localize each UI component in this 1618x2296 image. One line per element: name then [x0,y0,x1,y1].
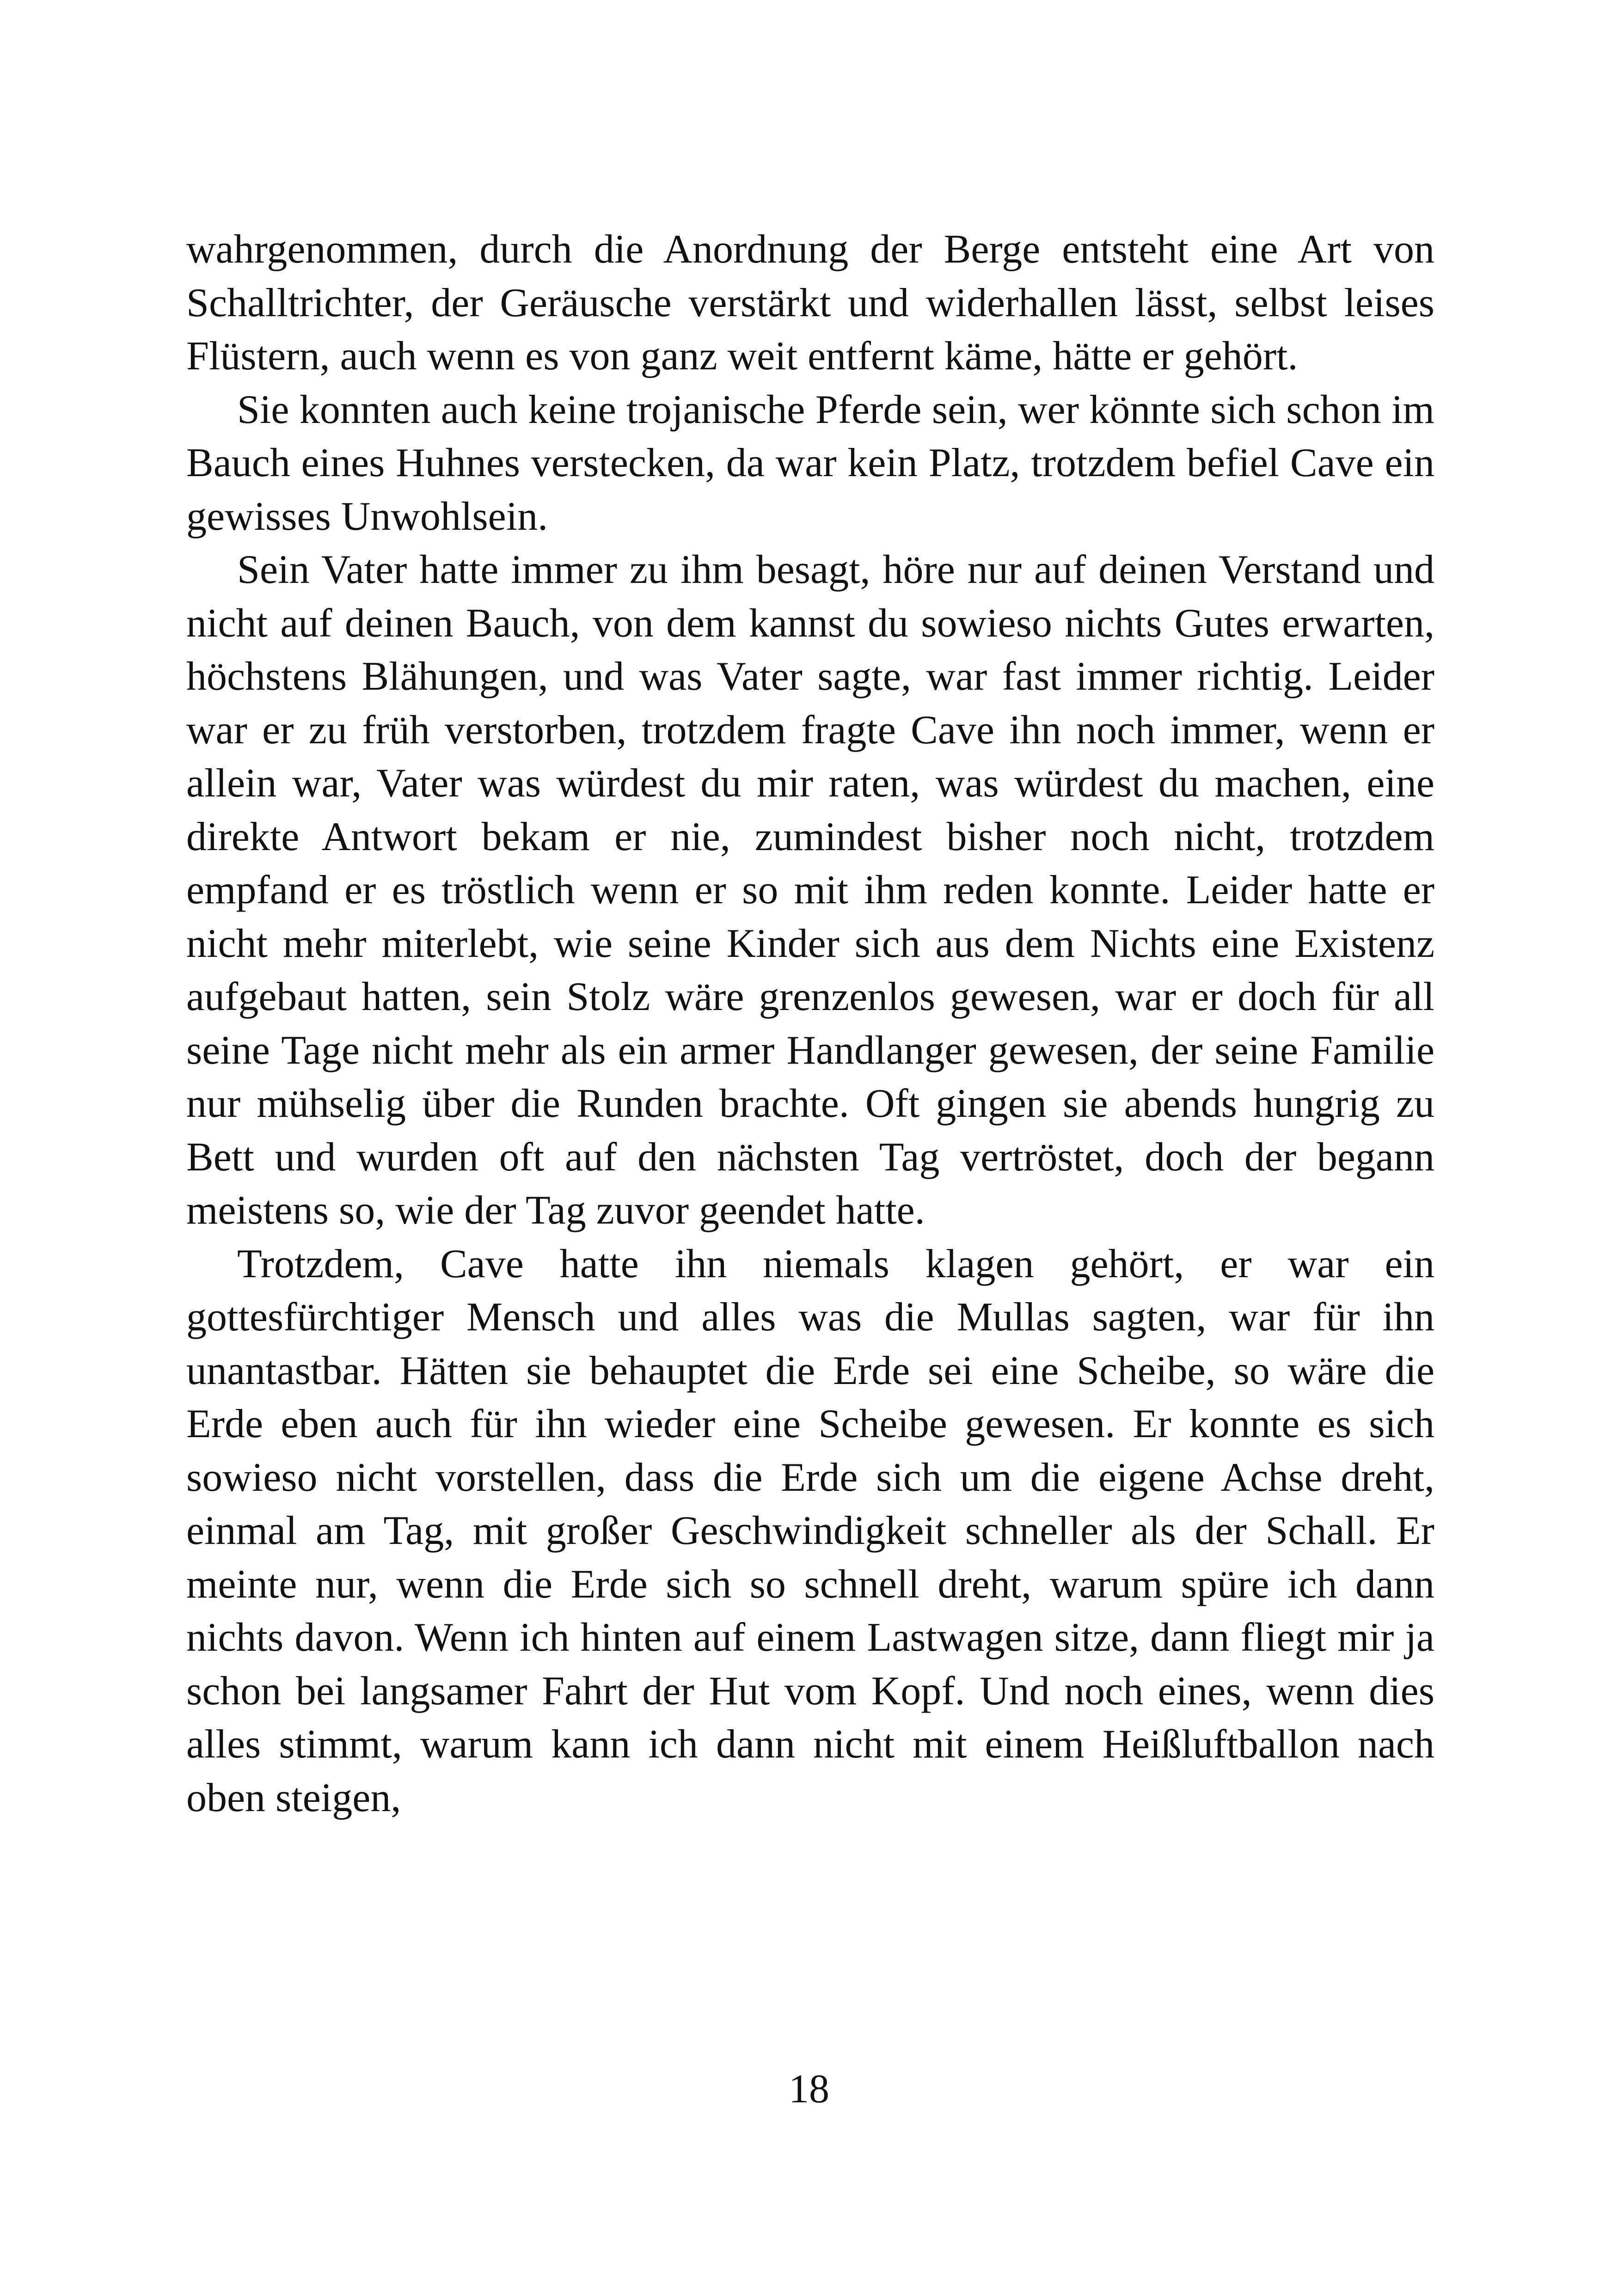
paragraph: Sein Vater hatte immer zu ihm besagt, höre nur auf deinen Verstand und nicht auf deinen Bauch, von dem kannst du sowieso nichts Gutes erwarten, höchstens Blähungen, und was Vater sagte, war fast immer richtig. Leider war er zu früh verstorben, trotzdem fragte Cave ihn noch immer, wenn er allein war, Vater was würdest du mir raten, was würdest du machen, eine direkte Antwort bekam er nie, zumindest bisher noch nicht, trotzdem empfand er es tröstlich wenn er so mit ihm reden konnte. Leider hatte er nicht mehr miterlebt, wie seine Kinder sich aus dem Nichts eine Existenz aufgebaut hatten, sein Stolz wäre grenzenlos gewesen, war er doch für all seine Tage nicht mehr als ein armer Handlanger gewesen, der seine Familie nur mühselig über die Runden brachte. Oft gingen sie abends hungrig zu Bett und wurden oft auf den nächsten Tag vertröstet, doch der begann meistens so, wie der Tag zuvor geendet hatte. [186,547,1434,1233]
paragraph: Sie konnten auch keine trojanische Pferde sein, wer könnte sich schon im Bauch eines Huhnes verstecken, da war kein Platz, trotzdem befiel Cave ein gewisses Unwohlsein. [186,387,1434,539]
paragraph-continuation: wahrgenommen, durch die Anordnung der Berge entsteht eine Art von Schalltrichter, der Geräusche verstärkt und widerhallen lässt, selbst leises Flüstern, auch wenn es von ganz weit entfernt käme, hätte er gehört. [186,227,1434,379]
page-number: 18 [789,2067,829,2112]
body-text [186,223,1434,1825]
paragraph: Trotzdem, Cave hatte ihn niemals klagen gehört, er war ein gottesfürchtiger Mensch und alles was die Mullas sagten, war für ihn unantastbar. Hätten sie behauptet die Erde sei eine Scheibe, so wäre die Erde eben auch für ihn wieder eine Scheibe gewesen. Er konnte es sich sowieso nicht vorstellen, dass die Erde sich um die eigene Achse dreht, einmal am Tag, mit großer Geschwindigkeit schneller als der Schall. Er meinte nur, wenn die Erde sich so schnell dreht, warum spüre ich dann nichts davon. Wenn ich hinten auf einem Lastwagen sitze, dann fliegt mir ja schon bei langsamer Fahrt der Hut vom Kopf. Und noch eines, wenn dies alles stimmt, warum kann ich dann nicht mit einem Heißluftballon nach oben steigen, [186,1241,1434,1820]
